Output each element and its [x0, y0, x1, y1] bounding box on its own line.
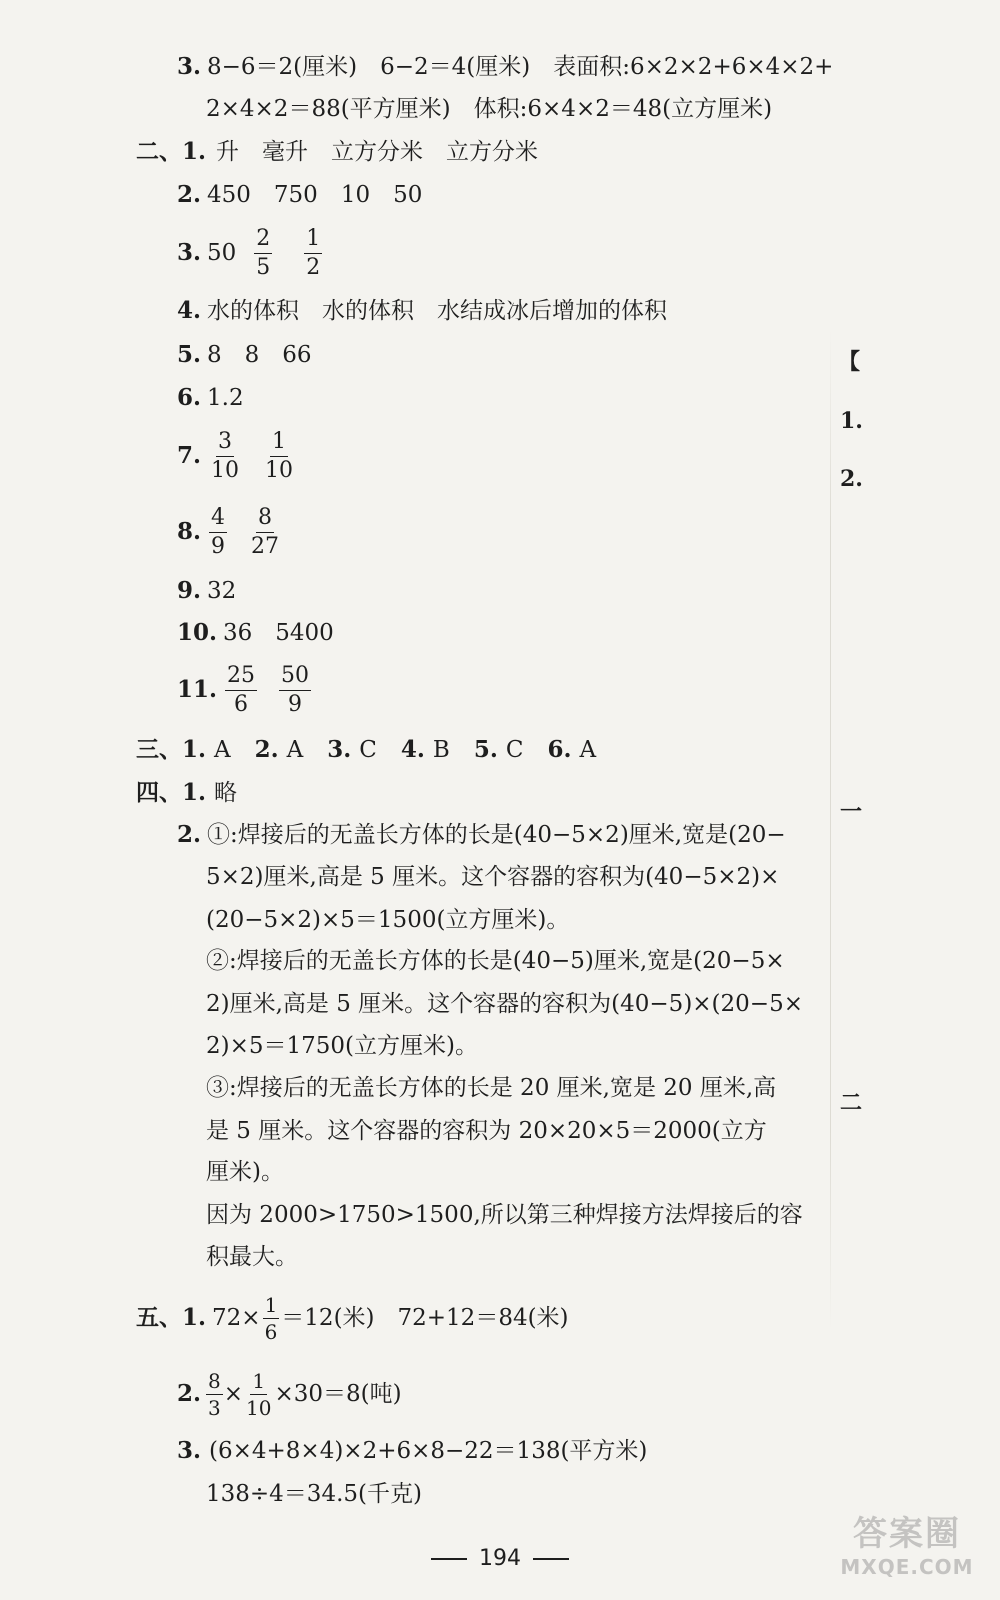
dash-right [533, 1558, 569, 1560]
question-number: 2. [177, 181, 202, 208]
question-number: 3. [177, 1437, 202, 1464]
fraction: $\frac{1}{10}$ [265, 428, 294, 483]
question-number: 6. [177, 384, 202, 411]
answer-text: 8 8 66 [207, 342, 312, 368]
side-mark: 二 [840, 1090, 863, 1116]
question-number: 1. [182, 1304, 207, 1331]
s3-answers: 三、 1. A 2. A 3. C 4. B 5. C 6. A [136, 736, 597, 763]
answer-text: ①:焊接后的无盖长方体的长是(40−5×2)厘米,宽是(20− [207, 822, 786, 848]
side-mark: 2. [840, 466, 863, 492]
section-label: 五、 [136, 1304, 182, 1331]
side-mark: 【 [838, 349, 861, 375]
s4-q1 [136, 778, 237, 808]
answer-text: 450 750 10 50 [207, 182, 423, 208]
fraction: $\frac{1}{10}$ [246, 1368, 272, 1420]
answer-text: 50 [207, 240, 237, 266]
question-number: 10. [177, 619, 218, 646]
s2-q11 [177, 662, 315, 718]
s4-q2-line [206, 989, 803, 1019]
s4-q2-line [206, 1031, 478, 1061]
answer-text: (6×4+8×4)×2+6×8−22＝138(平方米) [209, 1438, 648, 1464]
question-number: 5. [177, 341, 202, 368]
answer-text: 略 [214, 780, 238, 806]
answer-text: 1.2 [207, 385, 244, 411]
fraction: $\frac{25}{6}$ [227, 662, 256, 717]
s2-q8 [177, 504, 285, 560]
watermark-logo: 答案圈 MXQE.COM [840, 1514, 974, 1579]
answer-text: 2)×5＝1750(立方厘米)。 [206, 1033, 478, 1059]
answer-text: 2)厘米,高是 5 厘米。这个容器的容积为(40−5)×(20−5× [206, 991, 803, 1017]
dash-left [431, 1558, 467, 1560]
fraction: $\frac{4}{9}$ [211, 504, 226, 559]
question-number: 2. [177, 1380, 202, 1407]
s4-q2-line [206, 862, 779, 892]
fraction: $\frac{2}{5}$ [256, 225, 271, 280]
answer-text: 32 [207, 578, 237, 604]
question-number: 8. [177, 518, 202, 545]
answer-text: 138÷4＝34.5(千克) [206, 1481, 422, 1507]
question-number: 11. [177, 676, 218, 703]
s5-q3-line1 [177, 1436, 647, 1466]
answer-text: 8−6＝2(厘米) 6−2＝4(厘米) 表面积:6×2×2+6×4×2+ [207, 54, 834, 80]
s2-q4 [177, 296, 667, 326]
question-number: 1. [182, 779, 207, 806]
question-number: 9. [177, 577, 202, 604]
question-number: 1. [182, 138, 207, 165]
answer-text: 积最大。 [206, 1244, 298, 1270]
s4-q2-line [206, 1200, 803, 1230]
s2-q9 [177, 576, 236, 606]
answer-text: 厘米)。 [206, 1159, 284, 1185]
s2-q10 [177, 618, 334, 648]
fraction: $\frac{8}{3}$ [208, 1368, 221, 1420]
s2-q5 [177, 340, 312, 370]
question-number: 4. [177, 297, 202, 324]
question-number: 7. [177, 442, 202, 469]
s4-q2-line [206, 905, 569, 935]
fraction: $\frac{1}{6}$ [264, 1292, 278, 1344]
s4-q2-line [206, 946, 785, 976]
section-label: 四、 [136, 779, 182, 806]
s1-q3-line1 [177, 52, 833, 82]
fraction: $\frac{50}{9}$ [281, 662, 310, 717]
s2-q6 [177, 383, 244, 413]
answer-text: 5×2)厘米,高是 5 厘米。这个容器的容积为(40−5×2)× [206, 864, 780, 890]
answer-text: 2×4×2＝88(平方厘米) 体积:6×4×2＝48(立方厘米) [206, 96, 773, 122]
s5-q3-line2 [206, 1479, 422, 1509]
answer-text: 是 5 厘米。这个容器的容积为 20×20×5＝2000(立方 [206, 1118, 767, 1144]
s4-q2-line [177, 820, 786, 850]
page-gutter-line [830, 330, 831, 1330]
section-label: 三、 [136, 736, 182, 763]
fraction: $\frac{8}{27}$ [251, 504, 280, 559]
s2-q1 [136, 137, 538, 167]
question-number: 3. [177, 239, 202, 266]
s4-q2-line [206, 1073, 776, 1103]
question-number: 3. [177, 53, 202, 80]
s5-q1: 五、 1. 72× $\frac{1}{6}$ ＝12(米) 72+12＝84(米) [136, 1292, 569, 1344]
answer-text: 36 5400 [223, 620, 334, 646]
answer-text: (20−5×2)×5＝1500(立方厘米)。 [206, 907, 570, 933]
s2-q2 [177, 180, 422, 210]
side-mark: 1. [840, 408, 863, 434]
s2-q3 [177, 225, 326, 281]
s4-q2-line [206, 1242, 298, 1272]
s4-q2-line [206, 1157, 284, 1187]
answer-text: ③:焊接后的无盖长方体的长是 20 厘米,宽是 20 厘米,高 [206, 1075, 777, 1101]
s4-q2-line [206, 1116, 767, 1146]
page-number: 194 [0, 1546, 1000, 1571]
question-number: 2. [177, 821, 202, 848]
s1-q3-line2 [206, 94, 772, 124]
s2-q7 [177, 428, 299, 484]
answer-text: 水的体积 水的体积 水结成冰后增加的体积 [207, 298, 668, 324]
side-mark: 一 [840, 799, 863, 825]
s5-q2: 2. $\frac{8}{3}$ × $\frac{1}{10}$ ×30＝8(吨) [177, 1368, 402, 1420]
section-label: 二、 [136, 138, 182, 165]
answer-text: 升 毫升 立方分米 立方分米 [216, 139, 539, 165]
fraction: $\frac{1}{2}$ [306, 225, 321, 280]
answer-text: 因为 2000>1750>1500,所以第三种焊接方法焊接后的容 [206, 1202, 803, 1228]
answer-text: ②:焊接后的无盖长方体的长是(40−5)厘米,宽是(20−5× [206, 948, 785, 974]
fraction: $\frac{3}{10}$ [211, 428, 240, 483]
